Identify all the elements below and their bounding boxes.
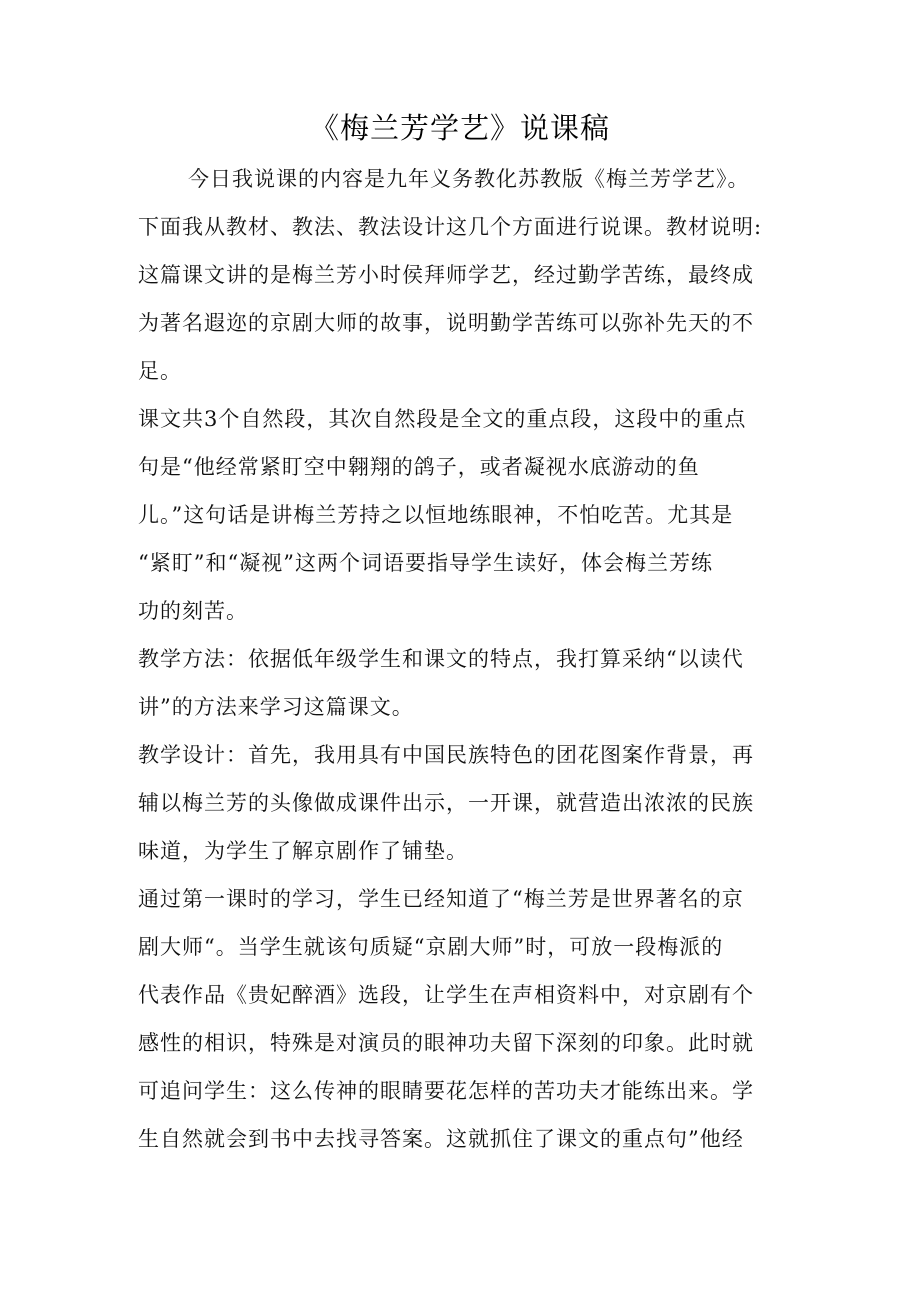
paragraph-line: 教学方法：依据低年级学生和课文的特点，我打算采纳“以读代 [138, 647, 744, 671]
paragraph-line: 教学设计：首先，我用具有中国民族特色的团花图案作背景，再 [138, 743, 754, 767]
paragraph-line: 代表作品《贵妃醉酒》选段，让学生在声相资料中，对京剧有个 [138, 983, 754, 1007]
paragraph-line: 句是“他经常紧盯空中翱翔的鸽子，或者凝视水底游动的鱼 [138, 455, 700, 479]
paragraph-line: 可追问学生：这么传神的眼睛要花怎样的苦功夫才能练出来。学 [138, 1079, 754, 1103]
paragraph-line: 为著名遐迩的京剧大师的故事，说明勤学苦练可以弥补先天的不 [138, 311, 754, 335]
paragraph-line: 儿。”这句话是讲梅兰芳持之以恒地练眼神，不怕吃苦。尤其是 [138, 503, 734, 527]
paragraph-line: 通过第一课时的学习，学生已经知道了“梅兰芳是世界著名的京 [138, 887, 744, 911]
paragraph-line: “紧盯”和“凝视”这两个词语要指导学生读好，体会梅兰芳练 [138, 551, 713, 575]
paragraph-line: 功的刻苦。 [138, 599, 248, 623]
paragraph-line: 辅以梅兰芳的头像做成课件出示，一开课，就营造出浓浓的民族 [138, 791, 754, 815]
paragraph-line: 今日我说课的内容是九年义务教化苏教版《梅兰芳学艺》。 [188, 167, 750, 191]
paragraph-line: 感性的相识，特殊是对演员的眼神功夫留下深刻的印象。此时就 [138, 1031, 754, 1055]
paragraph-line: 讲”的方法来学习这篇课文。 [138, 695, 414, 719]
document-body [138, 155, 788, 1163]
paragraph-line: 味道，为学生了解京剧作了铺垫。 [138, 839, 468, 863]
paragraph-line: 课文共3个自然段，其次自然段是全文的重点段，这段中的重点 [138, 407, 747, 431]
paragraph-line: 生自然就会到书中去找寻答案。这就抓住了课文的重点句”他经 [138, 1127, 744, 1151]
document-title: 《梅兰芳学艺》说课稿 [309, 111, 610, 145]
paragraph-line: 足。 [138, 359, 182, 383]
paragraph-line: 下面我从教材、教法、教法设计这几个方面进行说课。教材说明: [138, 215, 763, 239]
paragraph-line: 剧大师“。当学生就该句质疑“京剧大师”时，可放一段梅派的 [138, 935, 724, 959]
paragraph-line: 这篇课文讲的是梅兰芳小时侯拜师学艺，经过勤学苦练，最终成 [138, 263, 754, 287]
